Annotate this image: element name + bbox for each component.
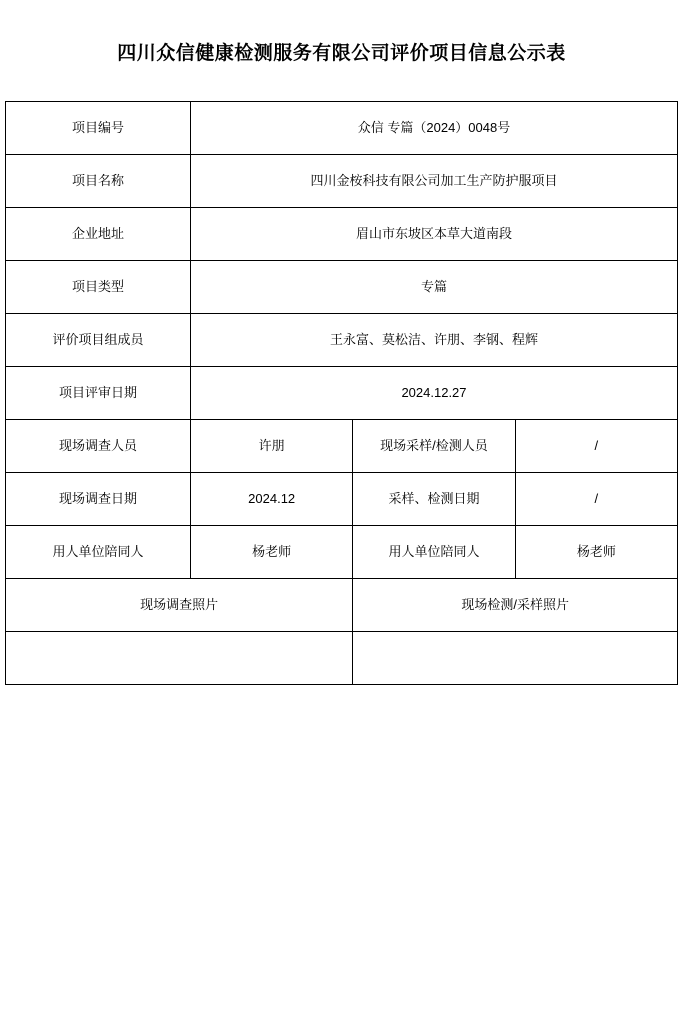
row-value-project-number: 众信 专篇（2024）0048号 (191, 101, 678, 154)
photo-cell-sampling (353, 631, 678, 684)
page-title: 四川众信健康检测服务有限公司评价项目信息公示表 (117, 43, 566, 64)
row-value-survey-date: 2024.12 (191, 472, 353, 525)
table-row (6, 419, 678, 472)
row-label-project-name: 项目名称 (6, 154, 191, 207)
row-label-employer-escort-2: 用人单位陪同人 (353, 525, 515, 578)
row-label-sampling-staff: 现场采样/检测人员 (353, 419, 515, 472)
photo-cell-survey (6, 631, 353, 684)
row-value-employer-escort-2: 杨老师 (515, 525, 677, 578)
photo-header-sampling: 现场检测/采样照片 (353, 578, 678, 631)
row-value-sampling-staff: / (515, 419, 677, 472)
row-label-employer-escort-1: 用人单位陪同人 (6, 525, 191, 578)
row-label-company-address: 企业地址 (6, 207, 191, 260)
table-row (6, 101, 678, 154)
row-value-project-name: 四川金桉科技有限公司加工生产防护服项目 (191, 154, 678, 207)
row-value-employer-escort-1: 杨老师 (191, 525, 353, 578)
row-value-sampling-date: / (515, 472, 677, 525)
row-label-project-type: 项目类型 (6, 260, 191, 313)
row-label-review-date: 项目评审日期 (6, 366, 191, 419)
table-row (6, 313, 678, 366)
row-value-company-address: 眉山市东坡区本草大道南段 (191, 207, 678, 260)
row-value-review-date: 2024.12.27 (191, 366, 678, 419)
table-row (6, 631, 678, 684)
project-info-table (5, 101, 678, 685)
table-row (6, 578, 678, 631)
photo-header-survey: 现场调查照片 (6, 578, 353, 631)
table-row (6, 207, 678, 260)
row-label-survey-date: 现场调查日期 (6, 472, 191, 525)
row-label-survey-staff: 现场调查人员 (6, 419, 191, 472)
row-value-project-type: 专篇 (191, 260, 678, 313)
row-label-project-number: 项目编号 (6, 101, 191, 154)
table-row (6, 525, 678, 578)
table-row (6, 154, 678, 207)
row-value-team-members: 王永富、莫松洁、许朋、李钢、程辉 (191, 313, 678, 366)
table-row (6, 260, 678, 313)
table-row (6, 366, 678, 419)
row-value-survey-staff: 许朋 (191, 419, 353, 472)
row-label-sampling-date: 采样、检测日期 (353, 472, 515, 525)
table-row (6, 472, 678, 525)
row-label-team-members: 评价项目组成员 (6, 313, 191, 366)
